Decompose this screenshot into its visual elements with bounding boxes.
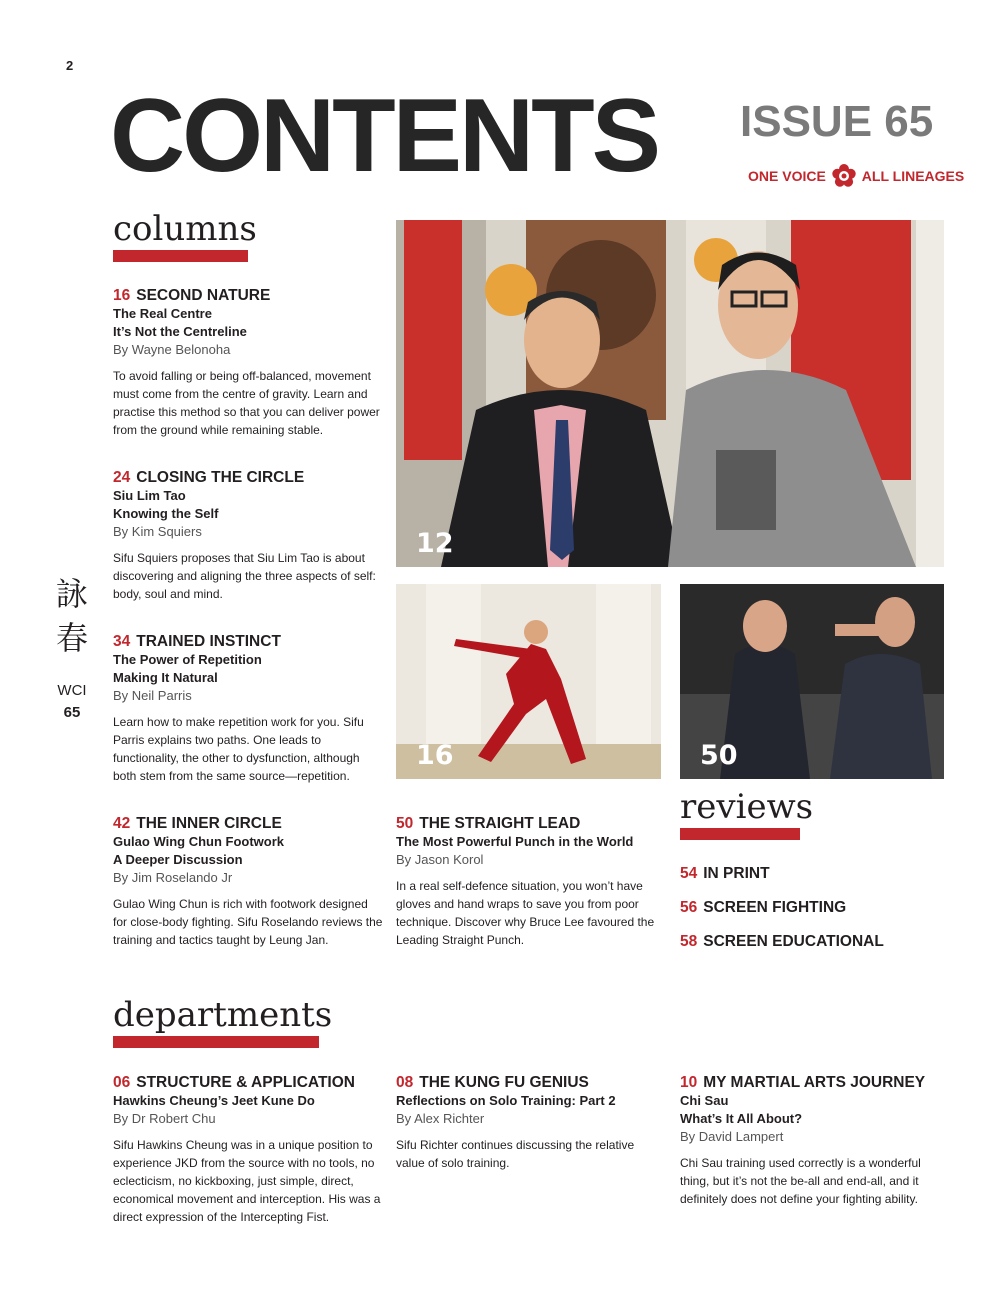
tagline-left: ONE VOICE [748,168,826,184]
article-title-text: MY MARTIAL ARTS JOURNEY [703,1074,926,1091]
article-description: To avoid falling or being off-balanced, movement must come from the centre of gravity. Learn and practise this method so that you can deliver power from the ground while remaining stable. [113,369,380,437]
page-ref: 42 [113,815,131,832]
page-ref: 16 [113,287,131,304]
article-description: Sifu Richter continues discussing the relative value of solo training. [396,1138,635,1170]
photo-16[interactable] [396,584,661,779]
article-title-text: CLOSING THE CIRCLE [136,469,305,486]
columns-heading-bar [113,250,248,262]
flower-logo-icon [832,164,856,188]
article-title [113,633,383,651]
review-title: SCREEN FIGHTING [703,899,847,916]
article-title [113,1074,385,1092]
article-subtitle: Gulao Wing Chun Footwork [113,834,285,849]
article-subtitle: The Power of Repetition [113,652,262,667]
article-title-text: TRAINED INSTINCT [136,633,281,650]
wci-label: WCI [57,682,87,699]
article-title [113,815,383,833]
departments-heading-bar [113,1036,319,1048]
article-subtitle: Hawkins Cheung’s Jeet Kune Do [113,1093,315,1108]
departments-heading: departments [113,995,333,1035]
article-author: By Wayne Belonoha [113,342,231,357]
page-ref: 08 [396,1074,414,1091]
article-subtitle: Chi Sau [680,1093,729,1108]
review-screen-fighting[interactable] [680,899,846,917]
article-subtitle: Making It Natural [113,670,218,685]
review-title: IN PRINT [703,865,770,882]
page-title: CONTENTS [110,78,658,194]
article-subtitle: Siu Lim Tao [113,488,186,503]
article-author: By Kim Squiers [113,524,202,539]
reviews-heading: reviews [680,787,814,827]
article-title-text: STRUCTURE & APPLICATION [136,1074,355,1091]
photo-page-label: 50 [700,740,738,771]
article-straight-lead[interactable] [396,815,668,949]
page-ref: 58 [680,933,698,950]
chinese-title [50,572,94,660]
reviews-heading-bar [680,828,800,840]
article-title-text: SECOND NATURE [136,287,271,304]
page-ref: 54 [680,865,698,882]
article-description: Chi Sau training used correctly is a wonderful thing, but it’s not the be-all and end-all, and it definitely does not define your fighting ability. [680,1156,921,1206]
article-author: By Neil Parris [113,688,192,703]
article-title [396,815,668,833]
article-author: By David Lampert [680,1129,784,1144]
photo-main-12[interactable] [396,220,944,567]
wci-number: 65 [63,704,81,721]
department-kung-fu-genius[interactable] [396,1074,658,1172]
article-description: Learn how to make repetition work for you. Sifu Parris explains two paths. One leads to functionality, the other to dysfunction, although both stem from the same source—repetition. [113,715,364,783]
article-inner-circle[interactable] [113,815,383,949]
photo-50[interactable] [680,584,944,779]
article-description: In a real self-defence situation, you won’t have gloves and hand wraps to save you from poor technique. Discover why Bruce Lee favoured the Leading Straight Punch. [396,879,655,947]
article-subtitle: The Most Powerful Punch in the World [396,834,634,849]
article-title-text: THE INNER CIRCLE [136,815,282,832]
page-ref: 56 [680,899,698,916]
article-description: Sifu Hawkins Cheung was in a unique position to experience JKD from the source with no tools, no eclecticism, no kickboxing, just simple, direct, economical movement and interception. His was a direct expression of the Intercepting Fist. [113,1138,381,1224]
page-ref: 50 [396,815,414,832]
article-subtitle: It’s Not the Centreline [113,324,247,339]
article-subtitle: Knowing the Self [113,506,219,521]
article-description: Sifu Squiers proposes that Siu Lim Tao is about discovering and aligning the three aspects of self: body, soul and mind. [113,551,376,601]
article-title [680,1074,944,1092]
article-title [113,469,383,487]
review-title: SCREEN EDUCATIONAL [703,933,884,950]
article-description: Gulao Wing Chun is rich with footwork designed for close-body fighting. Sifu Roselando reviews the training and tactics taught by Leung Jan. [113,897,383,947]
chinese-char: 春 [55,619,88,657]
article-author: By Alex Richter [396,1111,485,1126]
department-structure-application[interactable] [113,1074,385,1226]
article-title [113,287,383,305]
page-ref: 06 [113,1074,131,1091]
article-trained-instinct[interactable] [113,633,383,785]
columns-heading: columns [113,209,257,249]
page-number: 2 [66,58,74,73]
photo-page-label: 12 [416,528,454,559]
department-martial-arts-journey[interactable] [680,1074,944,1208]
photo-page-label: 16 [416,740,454,771]
review-in-print[interactable] [680,865,770,883]
article-subtitle: Reflections on Solo Training: Part 2 [396,1093,616,1108]
page-ref: 34 [113,633,131,650]
article-author: By Dr Robert Chu [113,1111,216,1126]
review-screen-educational[interactable] [680,933,884,951]
article-title [396,1074,658,1092]
tagline-right: ALL LINEAGES [861,168,965,184]
wci-issue-marker [52,680,92,724]
page-ref: 24 [113,469,131,486]
photo-main-image [396,220,944,567]
article-subtitle: A Deeper Discussion [113,852,243,867]
tagline [748,164,964,188]
article-subtitle: What’s It All About? [680,1111,803,1126]
chinese-char: 詠 [55,575,88,613]
article-title-text: THE STRAIGHT LEAD [419,815,581,832]
article-author: By Jim Roselando Jr [113,870,233,885]
article-second-nature[interactable] [113,287,383,439]
issue-number: ISSUE 65 [740,97,934,146]
article-author: By Jason Korol [396,852,484,867]
article-closing-the-circle[interactable] [113,469,383,603]
article-subtitle: The Real Centre [113,306,212,321]
page-ref: 10 [680,1074,698,1091]
article-title-text: THE KUNG FU GENIUS [419,1074,589,1091]
